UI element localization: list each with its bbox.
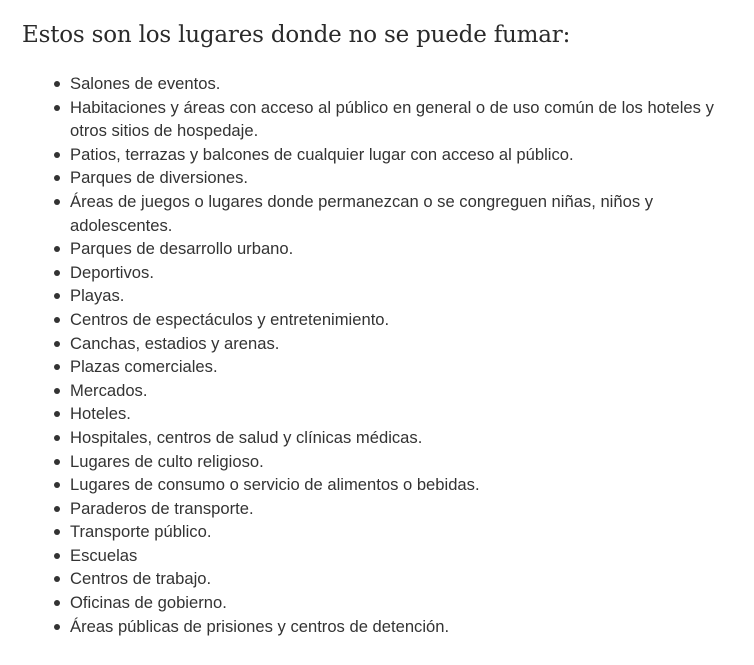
list-item <box>54 426 714 450</box>
list-item <box>54 355 714 379</box>
bullet-icon <box>54 435 60 441</box>
list-item <box>54 567 714 591</box>
list-item-text: Transporte público. <box>70 522 212 542</box>
list-item-text: Plazas comerciales. <box>70 357 218 377</box>
list-item-text: Hoteles. <box>70 404 131 424</box>
bullet-icon <box>54 199 60 205</box>
bullet-icon <box>54 152 60 158</box>
bullet-icon <box>54 317 60 323</box>
bullet-icon <box>54 576 60 582</box>
bullet-icon <box>54 459 60 465</box>
list-item-text: Deportivos. <box>70 262 154 282</box>
list-item-text: Parques de desarrollo urbano. <box>70 239 294 259</box>
bullet-icon <box>54 270 60 276</box>
list-item-text: Patios, terrazas y balcones de cualquier lugar con acceso al público. <box>70 144 574 164</box>
list-item-text: Salones de eventos. <box>70 74 221 93</box>
bullet-icon <box>54 81 60 87</box>
list-item <box>54 237 714 261</box>
list-item <box>54 497 714 521</box>
bullet-icon <box>54 364 60 370</box>
section-heading: Estos son los lugares donde no se puede fumar: <box>22 22 571 48</box>
bullet-icon <box>54 175 60 181</box>
list-item-text: Canchas, estadios y arenas. <box>70 333 280 353</box>
list-item <box>54 402 714 426</box>
bullet-icon <box>54 624 60 630</box>
list-item-text: Áreas de juegos o lugares donde permanezcan o se congreguen niñas, niños y adolescentes. <box>70 191 654 235</box>
bullet-icon <box>54 553 60 559</box>
list-item-text: Centros de espectáculos y entretenimiento. <box>70 309 390 329</box>
list-item-text: Lugares de consumo o servicio de alimentos o bebidas. <box>70 475 480 495</box>
bullet-icon <box>54 529 60 535</box>
bullet-icon <box>54 293 60 299</box>
bullet-icon <box>54 105 60 111</box>
list-item <box>54 284 714 308</box>
list-item-text: Playas. <box>70 286 125 306</box>
list-item-text: Hospitales, centros de salud y clínicas médicas. <box>70 427 423 447</box>
list-item <box>54 72 714 96</box>
bullet-icon <box>54 341 60 347</box>
list-item <box>54 520 714 544</box>
list-item <box>54 591 714 615</box>
no-smoking-places-list <box>22 72 714 638</box>
list-item <box>54 544 714 568</box>
bullet-icon <box>54 482 60 488</box>
bullet-icon <box>54 246 60 252</box>
list-item <box>54 190 714 237</box>
list-item <box>54 96 714 143</box>
list-item-text: Paraderos de transporte. <box>70 498 254 518</box>
list-item-text: Parques de diversiones. <box>70 168 249 188</box>
list-item <box>54 261 714 285</box>
list-item <box>54 332 714 356</box>
list-item <box>54 615 714 639</box>
list-item-text: Oficinas de gobierno. <box>70 593 227 613</box>
list-item <box>54 308 714 332</box>
list-item <box>54 143 714 167</box>
list-item-text: Áreas públicas de prisiones y centros de detención. <box>70 616 450 636</box>
bullet-icon <box>54 411 60 417</box>
list-item <box>54 473 714 497</box>
list-item-text: Lugares de culto religioso. <box>70 451 264 471</box>
list-item <box>54 166 714 190</box>
list-item-text: Mercados. <box>70 380 148 400</box>
bullet-icon <box>54 388 60 394</box>
list-item-text: Centros de trabajo. <box>70 569 212 589</box>
list-item-text: Habitaciones y áreas con acceso al público en general o de uso común de los hoteles y otros sitios de hospedaje. <box>70 97 714 141</box>
list-item <box>54 450 714 474</box>
bullet-icon <box>54 506 60 512</box>
bullet-icon <box>54 600 60 606</box>
list-item <box>54 379 714 403</box>
list-item-text: Escuelas <box>70 545 138 565</box>
